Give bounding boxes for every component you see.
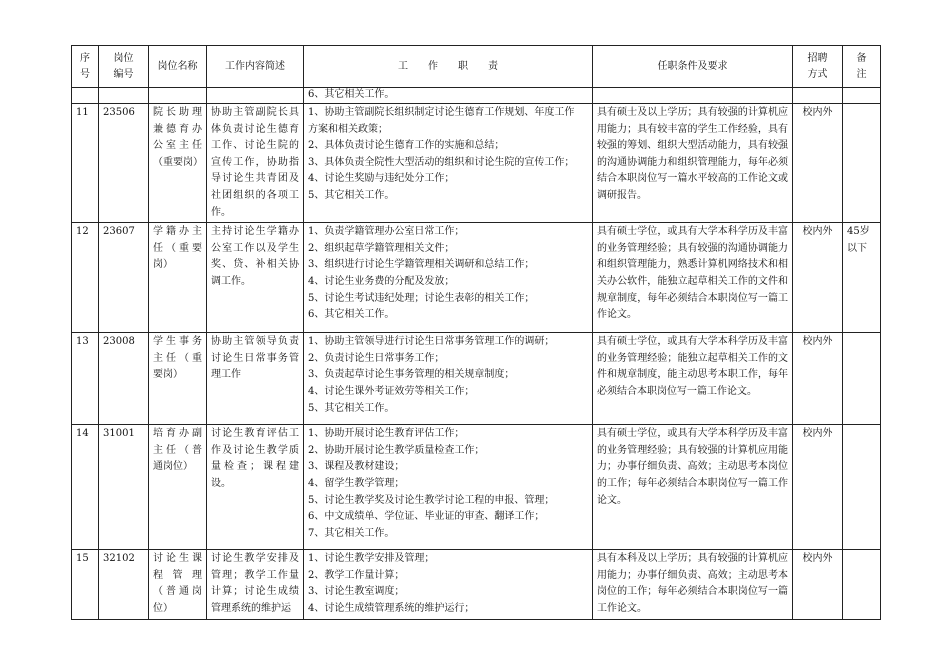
duty-line: 2、负责讨论生日常事务工作； [308,352,445,364]
duty-line: 1、负责学籍管理办公室日常工作； [308,226,465,238]
duty-line: 1、协助主管领导进行讨论生日常事务管理工作的调研； [308,336,555,348]
header-row [72,46,881,88]
cell-requirements: 具有硕士学位，或具有大学本科学历及丰富的业务管理经验；能独立起草相关工作的文件和规章制度，能主动思考本职工作，每年必须结合本职岗位写一篇工作论文。 [593,333,793,425]
duty-line: 6、其它相关工作。 [308,309,395,321]
duty-line: 4、讨论生成绩管理系统的维护运行； [308,602,475,614]
cell-seq: 13 [72,333,99,425]
duty-line: 1、协助主管副院长组织制定讨论生德育工作规划、年度工作 [308,107,575,118]
cell-requirements: 具有硕士及以上学历；具有较强的计算机应用能力；具有较丰富的学生工作经验，具有较强的筹划、组织大型活动能力，具有较强的沟通协调能力和组织管理能力，每年必须结合本职岗位写一篇水平较高的工作论文或调研报告。 [593,104,793,223]
cell-seq: 11 [72,104,99,223]
cont-duty: 6、其它相关工作。 [304,88,593,104]
header-summary: 工作内容简述 [207,46,304,88]
duty-line: 2、协助开展讨论生教学质量检查工作； [308,444,485,456]
continuation-row [72,88,881,104]
cell-note [843,550,881,619]
cell-code: 23506 [99,104,149,223]
header-code: 岗位 编号 [99,46,149,88]
duty-line: 1、协助开展讨论生教育评估工作； [308,428,465,440]
cont-seq [72,88,99,104]
duty-line: 4、讨论生业务费的分配及发放； [308,275,455,287]
cell-code: 23607 [99,223,149,333]
cell-summary: 主持讨论生学籍办公室工作以及学生奖、贷、补相关协调工作。 [207,223,304,333]
cell-method: 校内外 [793,333,843,425]
duty-line: 3、具体负责全院性大型活动的组织和讨论生院的宣传工作； [308,156,575,168]
duty-line: 4、讨论生课外考证效劳等相关工作； [308,385,475,397]
cell-duties [304,333,593,425]
cont-name [149,88,207,104]
duty-line: 5、讨论生教学奖及讨论生教学讨论工程的申报、管理； [308,494,555,506]
cell-duties [304,104,593,223]
cell-seq: 15 [72,550,99,619]
duty-line: 5、其它相关工作。 [308,402,395,414]
cell-name: 讨论生课程管理（普通岗位） [149,550,207,619]
cont-method [793,88,843,104]
header-seq: 序 号 [72,46,99,88]
table-row [72,425,881,550]
duty-line: 5、讨论生考试违纪处理；讨论生表彰的相关工作； [308,292,535,304]
header-req: 任职条件及要求 [593,46,793,88]
cell-seq: 14 [72,425,99,550]
cell-name: 院长助理兼德育办公室主任（重要岗） [149,104,207,223]
cell-method: 校内外 [793,223,843,333]
cell-name: 学生事务主任（重要岗） [149,333,207,425]
cell-note [843,425,881,550]
cell-note [843,104,881,223]
duty-line: 4、留学生教学管理； [308,477,405,489]
cont-req [593,88,793,104]
table-row [72,333,881,425]
cell-method: 校内外 [793,425,843,550]
table-row [72,104,881,223]
cell-summary: 讨论生教学安排及管理；教学工作量计算；讨论生成绩管理系统的维护运 [207,550,304,619]
cell-method: 校内外 [793,550,843,619]
cell-code: 23008 [99,333,149,425]
duty-line: 3、负责起草讨论生事务管理的相关规章制度； [308,369,515,381]
header-duty: 工 作 职 责 [304,46,593,88]
cell-note [843,333,881,425]
cell-code: 32102 [99,550,149,619]
cell-seq: 12 [72,223,99,333]
cell-requirements: 具有硕士学位，或具有大学本科学历及丰富的业务管理经验；具有较强的沟通协调能力和组织管理能力，熟悉计算机网络技术和相关办公软件，能独立起草相关工作的文件和规章制度，每年必须结合本职岗位写一篇工作论文。 [593,223,793,333]
cell-code: 31001 [99,425,149,550]
header-name: 岗位名称 [149,46,207,88]
cont-code [99,88,149,104]
duty-line: 6、中文成绩单、学位证、毕业证的审查、翻译工作； [308,511,545,523]
duty-line: 4、讨论生奖励与违纪处分工作； [308,173,455,185]
cell-duties [304,550,593,619]
cell-summary: 协助主管副院长具体负责讨论生德育工作、讨论生院的宣传工作，协助指导讨论生共青团及社团组织的各项工作。 [207,104,304,223]
duty-line: 2、组织起草学籍管理相关文件； [308,242,455,254]
job-positions-table [71,45,881,620]
duty-line: 1、讨论生教学安排及管理； [308,553,435,565]
cell-requirements: 具有本科及以上学历；具有较强的计算机应用能力；办事仔细负责、高效；主动思考本岗位的工作；每年必须结合本职岗位写一篇工作论文。 [593,550,793,619]
duty-line: 2、具体负责讨论生德育工作的实施和总结； [308,140,505,152]
duty-line: 3、课程及教材建设； [308,461,405,473]
header-note: 备 注 [843,46,881,88]
duty-line: 7、其它相关工作。 [308,527,395,539]
duty-line: 3、组织进行讨论生学籍管理相关调研和总结工作； [308,259,535,271]
cell-duties [304,223,593,333]
table-row [72,223,881,333]
cell-summary: 协助主管领导负责讨论生日常事务管理工作 [207,333,304,425]
duty-line: 5、其它相关工作。 [308,189,395,201]
duty-line: 2、教学工作量计算； [308,569,405,581]
duty-line: 3、讨论生教室调度； [308,586,405,598]
cell-note: 45岁以下 [843,223,881,333]
cont-note [843,88,881,104]
duty-line: 方案和相关政策； [308,123,388,135]
cell-duties [304,425,593,550]
cell-summary: 讨论生教育评估工作及讨论生教学质量检查；课程建设。 [207,425,304,550]
cell-method: 校内外 [793,104,843,223]
header-method: 招聘 方式 [793,46,843,88]
cell-name: 学籍办主任（重要岗） [149,223,207,333]
table-row [72,550,881,619]
cont-summary [207,88,304,104]
cell-name: 培育办副主任（普通岗位） [149,425,207,550]
cell-requirements: 具有硕士学位，或具有大学本科学历及丰富的业务管理经验；具有较强的计算机应用能力；办事仔细负责、高效；主动思考本岗位的工作；每年必须结合本职岗位写一篇工作论文。 [593,425,793,550]
